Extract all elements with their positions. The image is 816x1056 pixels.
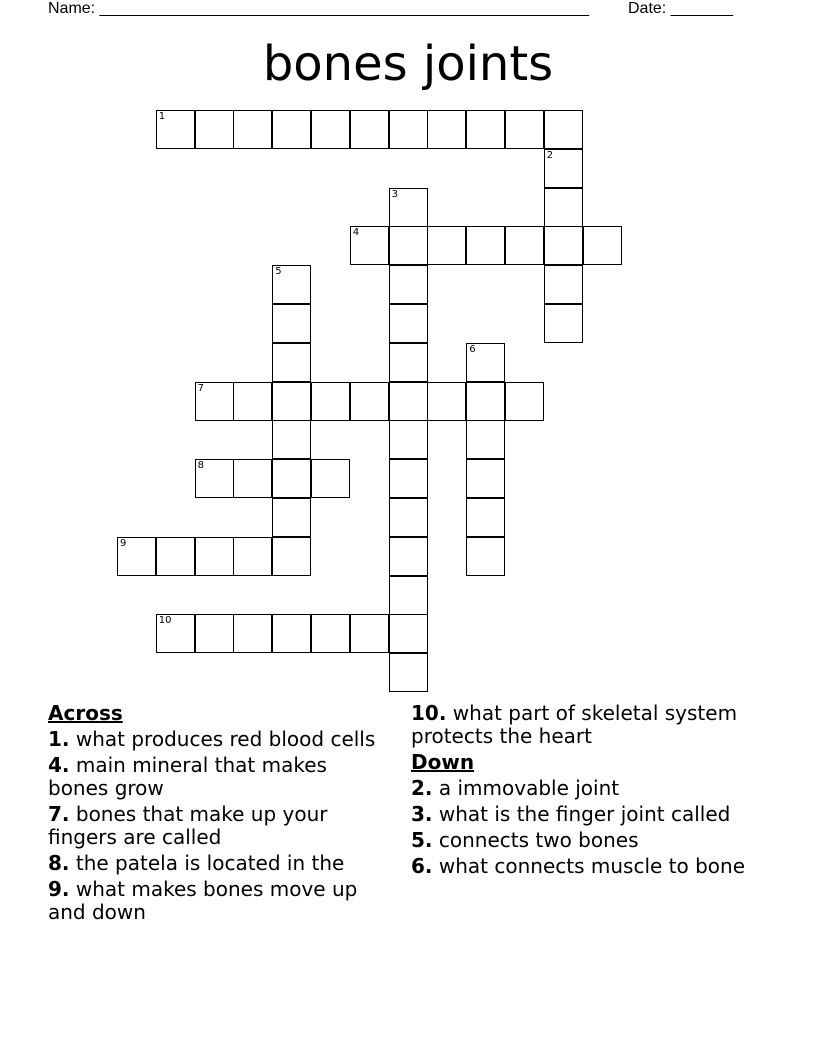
crossword-cell[interactable] (389, 265, 428, 304)
crossword-cell[interactable] (466, 420, 505, 459)
crossword-cell[interactable] (195, 614, 234, 653)
clue-across-10: 10. what part of skeletal system protects the heart (411, 701, 738, 748)
cell-number: 2 (546, 149, 554, 161)
crossword-cell[interactable] (544, 265, 583, 304)
crossword-cell[interactable] (505, 226, 544, 265)
crossword-cell[interactable] (272, 420, 311, 459)
crossword-cell[interactable] (195, 382, 234, 421)
crossword-cell[interactable] (389, 653, 428, 692)
crossword-cell[interactable] (233, 382, 272, 421)
crossword-cell[interactable] (233, 459, 272, 498)
crossword-cell[interactable] (389, 110, 428, 149)
clues-right-column (411, 702, 781, 881)
crossword-cell[interactable] (272, 343, 311, 382)
cell-number: 7 (197, 382, 204, 394)
clue-down-3: 3. what is the finger joint called (411, 802, 731, 826)
crossword-cell[interactable] (505, 110, 544, 149)
crossword-cell[interactable] (389, 459, 428, 498)
crossword-cell[interactable] (466, 459, 505, 498)
crossword-cell[interactable] (544, 226, 583, 265)
crossword-cell[interactable] (466, 382, 505, 421)
crossword-cell[interactable] (583, 226, 622, 265)
crossword-cell[interactable] (195, 537, 234, 576)
clue-down-6: 6. what connects muscle to bone (411, 854, 746, 878)
crossword-cell[interactable] (389, 498, 428, 537)
crossword-cell[interactable] (389, 614, 428, 653)
crossword-cell[interactable] (427, 382, 466, 421)
down-heading: Down (411, 750, 475, 774)
crossword-cell[interactable] (544, 110, 583, 149)
clue-across-8: 8. the patela is located in the (48, 851, 345, 875)
cell-number: 1 (158, 111, 166, 122)
crossword-cell[interactable] (272, 537, 311, 576)
crossword-cell[interactable] (505, 382, 544, 421)
crossword-cell[interactable] (389, 420, 428, 459)
crossword-cell[interactable] (544, 304, 583, 343)
crossword-cell[interactable] (389, 304, 428, 343)
crossword-cell[interactable] (272, 382, 311, 421)
clues-left-column (48, 702, 388, 927)
crossword-cell[interactable] (466, 537, 505, 576)
crossword-cell[interactable] (272, 265, 311, 304)
crossword-cell[interactable] (311, 614, 350, 653)
crossword-cell[interactable] (233, 110, 272, 149)
date-line: Date: _______ (628, 0, 733, 17)
crossword-cell[interactable] (350, 110, 389, 149)
clue-across-7: 7. bones that make up your fingers are called (48, 802, 328, 849)
crossword-cell[interactable] (195, 110, 234, 149)
clue-across-1: 1. what produces red blood cells (48, 727, 376, 751)
crossword-cell[interactable] (311, 382, 350, 421)
crossword-cell[interactable] (156, 110, 195, 149)
crossword-cell[interactable] (427, 226, 466, 265)
crossword-cell[interactable] (272, 304, 311, 343)
crossword-cell[interactable] (544, 149, 583, 188)
crossword-cell[interactable] (156, 537, 195, 576)
crossword-cell[interactable] (272, 498, 311, 537)
name-line: Name: _______________________________________________________ (48, 0, 589, 17)
crossword-cell[interactable] (389, 382, 428, 421)
crossword-cell[interactable] (389, 576, 428, 615)
crossword-cell[interactable] (272, 110, 311, 149)
crossword-cell[interactable] (544, 188, 583, 227)
crossword-cell[interactable] (389, 537, 428, 576)
crossword-cell[interactable] (350, 382, 389, 421)
page-title: bones joints (262, 36, 554, 92)
crossword-cell[interactable] (156, 614, 195, 653)
clue-across-4: 4. main mineral that makes bones grow (48, 753, 327, 800)
cell-number: 10 (158, 615, 172, 627)
crossword-cell[interactable] (272, 614, 311, 653)
cell-number: 6 (469, 343, 476, 355)
crossword-cell[interactable] (117, 537, 156, 576)
crossword-cell[interactable] (427, 110, 466, 149)
clue-down-2: 2. a immovable joint (411, 776, 620, 800)
cell-number: 4 (352, 227, 360, 239)
cell-number: 3 (391, 188, 398, 200)
clue-across-9: 9. what makes bones move up and down (48, 877, 358, 924)
crossword-cell[interactable] (466, 498, 505, 537)
crossword-cell[interactable] (350, 614, 389, 653)
cell-number: 5 (275, 266, 282, 278)
across-heading: Across (48, 701, 123, 725)
crossword-cell[interactable] (466, 343, 505, 382)
crossword-cell[interactable] (389, 226, 428, 265)
crossword-cell[interactable] (195, 459, 234, 498)
crossword-cell[interactable] (233, 614, 272, 653)
crossword-cell[interactable] (350, 226, 389, 265)
crossword-cell[interactable] (311, 459, 350, 498)
crossword-cell[interactable] (389, 343, 428, 382)
crossword-cell[interactable] (272, 459, 311, 498)
crossword-cell[interactable] (389, 188, 428, 227)
crossword-cell[interactable] (466, 226, 505, 265)
crossword-cell[interactable] (311, 110, 350, 149)
clue-down-5: 5. connects two bones (411, 828, 639, 852)
crossword-cell[interactable] (466, 110, 505, 149)
crossword-cell[interactable] (233, 537, 272, 576)
cell-number: 9 (120, 537, 127, 549)
cell-number: 8 (197, 460, 204, 472)
